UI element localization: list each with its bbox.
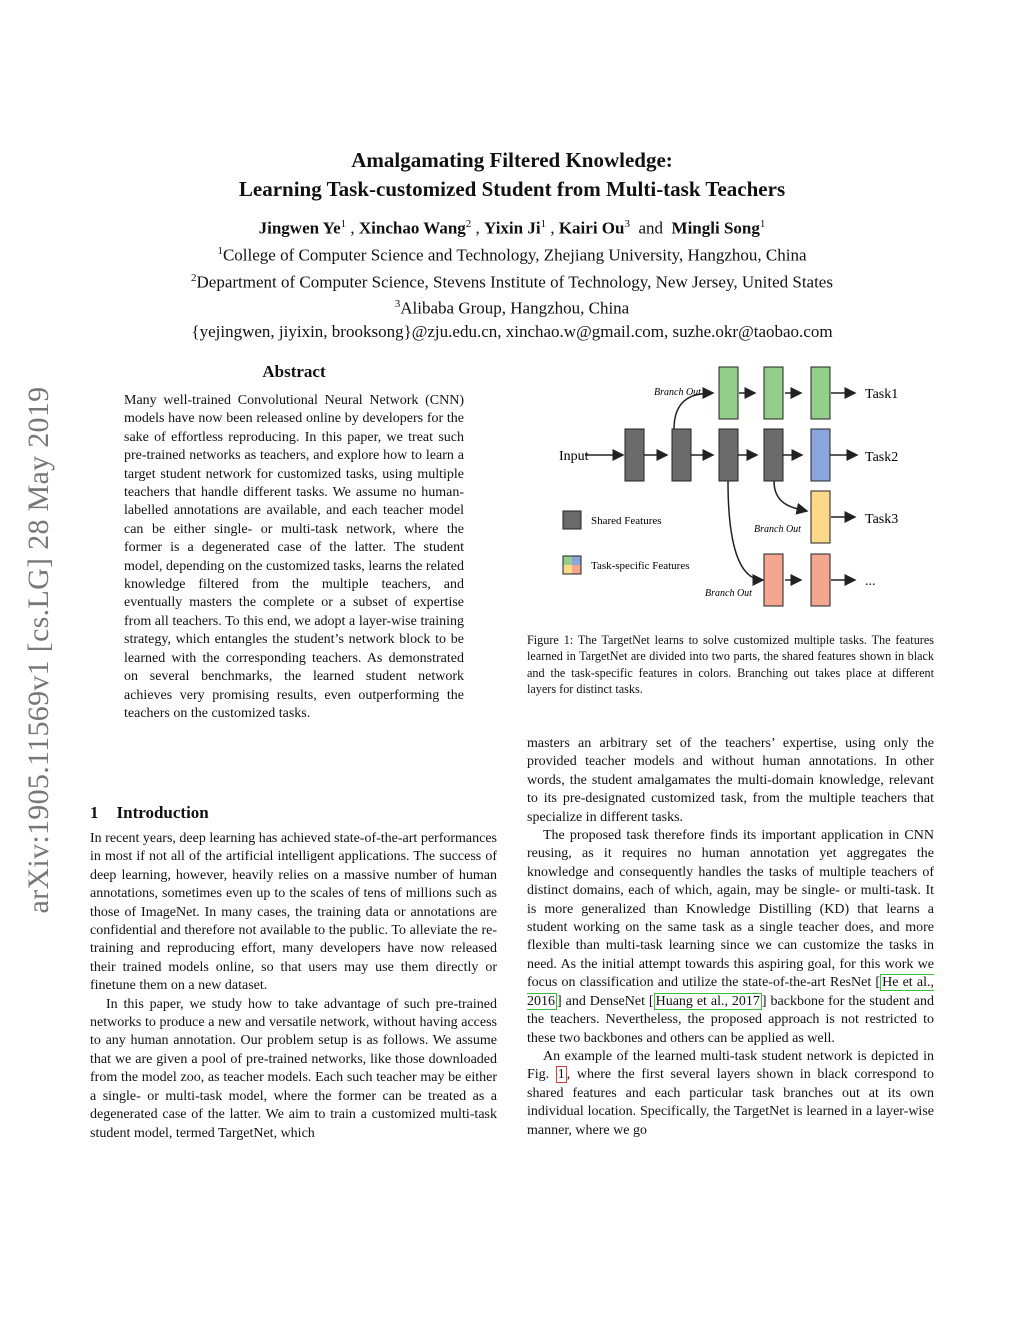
intro-paragraph-2: In this paper, we study how to take advantage of such pre-trained networks to produce a new and versatile network, without having access to any human annotation. Our problem setup is as follows. We assume that we are given a pool of pre-trained networks, like those downloaded from the model zoo, as teacher models. Each such teacher may be either a single- or multi-task model, where the former can be treated as a degenerated case of the latter. We aim to train a customized multi-task student model, termed TargetNet, which [90,996,497,1141]
intro-paragraph-1: In recent years, deep learning has achieved state-of-the-art performances in most if not all of the artificial intelligent applications. The success of deep learning, however, heavily relies on a massive number of human annotations, sometimes even up to the scales of tens of millions such as those of ImageNet. In many cases, the training data or annotations are confidential and therefore not available to the public. To alleviate the re-training and reproducing effort, many developers have now released their trained models online, so that users may use them directly or finetune them on a new dataset. [90,831,497,994]
title-line-2: Learning Task-customized Student from Multi-task Teachers [238,177,786,201]
section-heading [90,803,227,823]
author-4-sup: 3 [624,218,630,230]
task3-block [811,491,830,543]
task1-block-1 [719,367,738,419]
affiliation-1-text: College of Computer Science and Technology, Zhejiang University, Hangzhou, China [222,245,807,265]
task3-label: Task3 [865,512,899,527]
legend-shared-swatch [563,511,581,529]
shared-block-4 [764,429,783,481]
affiliation-2-text: Department of Computer Science, Stevens Institute of Technology, New Jersey, United States [196,272,833,292]
paper-title [0,146,1024,204]
author-5-sup: 1 [759,218,766,230]
task1-block-2 [764,367,783,419]
figure-1-caption [527,632,934,698]
task2-block [811,429,830,481]
shared-block-3 [719,429,738,481]
task2-label: Task2 [865,450,899,465]
figure-1-reference[interactable]: 1 [557,1067,565,1083]
author-1-sup: 1 [340,218,347,230]
task1-label: Task1 [865,387,899,402]
affiliations [0,240,1024,343]
affiliation-2-sup: 2 [191,271,197,284]
right-paragraph-2-a: The proposed task therefore finds its important application in CNN reusing, as it requires no human annotation yet aggregates the knowledge and consequently handles the tasks of multiple teachers of distinct domains, each of which, again, may be single- or multi-task. It is more generalized than Knowledge Distilling (KD) that learns a student working on the same task as a single teacher does, and more flexible than multi-task learning since we can customize the tasks in need. As the initial attempt towards this aspiring goal, for this work we focus on classification and utilize the state-of-the-art ResNet [527,828,934,991]
author-2: Xinchao Wang [358,218,466,238]
right-paragraph-2-b: and DenseNet [565,993,645,1009]
right-paragraph-2-c: backbone for the student and the teachers. Nevertheless, the proposed approach is not restricted to these two backbones and others can be applied as well. [527,993,935,1046]
intro-left-column [90,830,497,1143]
right-paragraph-2: The proposed task therefore finds its important application in CNN reusing, as it requires no human annotation yet aggregates the knowledge and consequently handles the tasks of multiple teachers of distinct domains, each of which, again, may be single- or multi-task. It is more generalized than Knowledge Distilling (KD) that learns a student working on the same task as a single teacher does, and more flexible than multi-task learning since we can customize the tasks in need. As the initial attempt towards this aspiring goal, for this work we focus on classification and utilize the state-of-the-art ResNet [ He et al., 2016 ] and DenseNet [ Huang et al., 2017 ] backbone for the student and the teachers. Nevertheless, the proposed approach is not restricted to these two backbones and others can be applied as well. [527,828,935,1046]
affiliation-2 [0,267,1024,294]
section-number: 1 [90,803,99,822]
legend-task-specific-swatch [563,556,581,574]
author-3: Yixin Ji [484,218,541,238]
author-and: and [638,218,664,238]
task4-block-2 [811,554,830,606]
abstract-text: Many well-trained Convolutional Neural Network (CNN) models have now been released online by developers for the sake of effortless reproducing. In this paper, we treat such pre-trained networks as teachers, and explore how to learn a target student network for customized tasks, using multiple teachers that handle different tasks. We assume no human-labelled annotations are available, and each teacher model can be either single- or multi-task network, where the former is a degenerated case of the latter. The student model, depending on the customized tasks, learns the related knowledge filtered from the multiple teachers, and eventually masters the complete or a subset of expertise from all teachers. To this end, we adopt a layer-wise training strategy, which entangles the student’s network block to be learned with the corresponding teachers. As demonstrated on several benchmarks, the learned student network achieves very promising results, even outperforming the teachers on the customized tasks. [124,393,464,721]
task1-block-3 [811,367,830,419]
right-paragraph-3-b: , where the first several layers shown in black correspond to shared features and each particular task branches out at its own individual location. Specifically, the TargetNet is learned in a layer-wise manner, where we go [527,1067,934,1138]
targetnet-figure [545,355,935,615]
author-5: Mingli Song [671,218,760,238]
branch-out-label-3: Branch Out [705,588,752,599]
section-title: Introduction [116,803,209,822]
right-paragraph-1: masters an arbitrary set of the teachers’ expertise, using only the provided teacher models and without human annotations. In other words, the student amalgamates the multi-domain knowledge, relevant to its pre-designated customized task, from the multiple teachers that specialize in different tasks. [527,736,934,825]
branch-out-label-2: Branch Out [754,524,801,535]
author-4: Kairi Ou [558,218,625,238]
shared-block-2 [672,429,691,481]
right-paragraph-3-a: An example of the learned multi-task student network is depicted in Fig. [527,1048,934,1083]
affiliation-3 [0,293,1024,320]
affiliation-1-sup: 1 [217,245,223,257]
intro-right-column [527,735,934,1140]
author-1: Jingwen Ye [258,218,341,238]
more-tasks-label: ... [865,574,876,589]
affiliation-3-sup: 3 [394,298,401,311]
author-list: Jingwen Ye$^1$ , Xinchao Wang$^2$ , Yixin Ji$^1$ , Kairi Ou$^3$ and Mingli Song$^1$ [258,218,766,238]
input-label: Input [559,449,589,464]
author-emails: {yejingwen, jiyixin, brooksong}@zju.edu.cn, xinchao.w@gmail.com, suzhe.okr@taobao.com [191,321,833,341]
task4-block-1 [764,554,783,606]
abstract-body [124,392,464,723]
branch-out-label-1: Branch Out [654,387,701,398]
abstract-heading: Abstract [262,362,326,381]
affiliation-3-text: Alibaba Group, Hangzhou, China [400,298,630,318]
citation-he-2016[interactable]: He et al., 2016 [527,975,934,1009]
title-line-1: Amalgamating Filtered Knowledge: [351,148,673,172]
legend-task-specific-label: Task-specific Features [591,560,690,572]
legend-shared-label: Shared Features [591,515,662,527]
author-2-sup: 2 [465,218,472,230]
author-3-sup: 1 [540,218,547,230]
citation-huang-2017[interactable]: Huang et al., 2017 [655,993,760,1009]
arxiv-id: arXiv:1905.11569v1 [cs.LG] 28 May 2019 [22,386,55,914]
affiliation-1 [0,240,1024,267]
shared-block-1 [625,429,644,481]
figure-1-caption-text: Figure 1: The TargetNet learns to solve customized multiple tasks. The features learned in TargetNet are divided into two parts, the shared features shown in black and the task-specific features in colors. Branching out takes place at different layers for distinct tasks. [527,633,934,697]
arxiv-stamp [14,340,64,960]
right-paragraph-3 [527,1048,934,1140]
